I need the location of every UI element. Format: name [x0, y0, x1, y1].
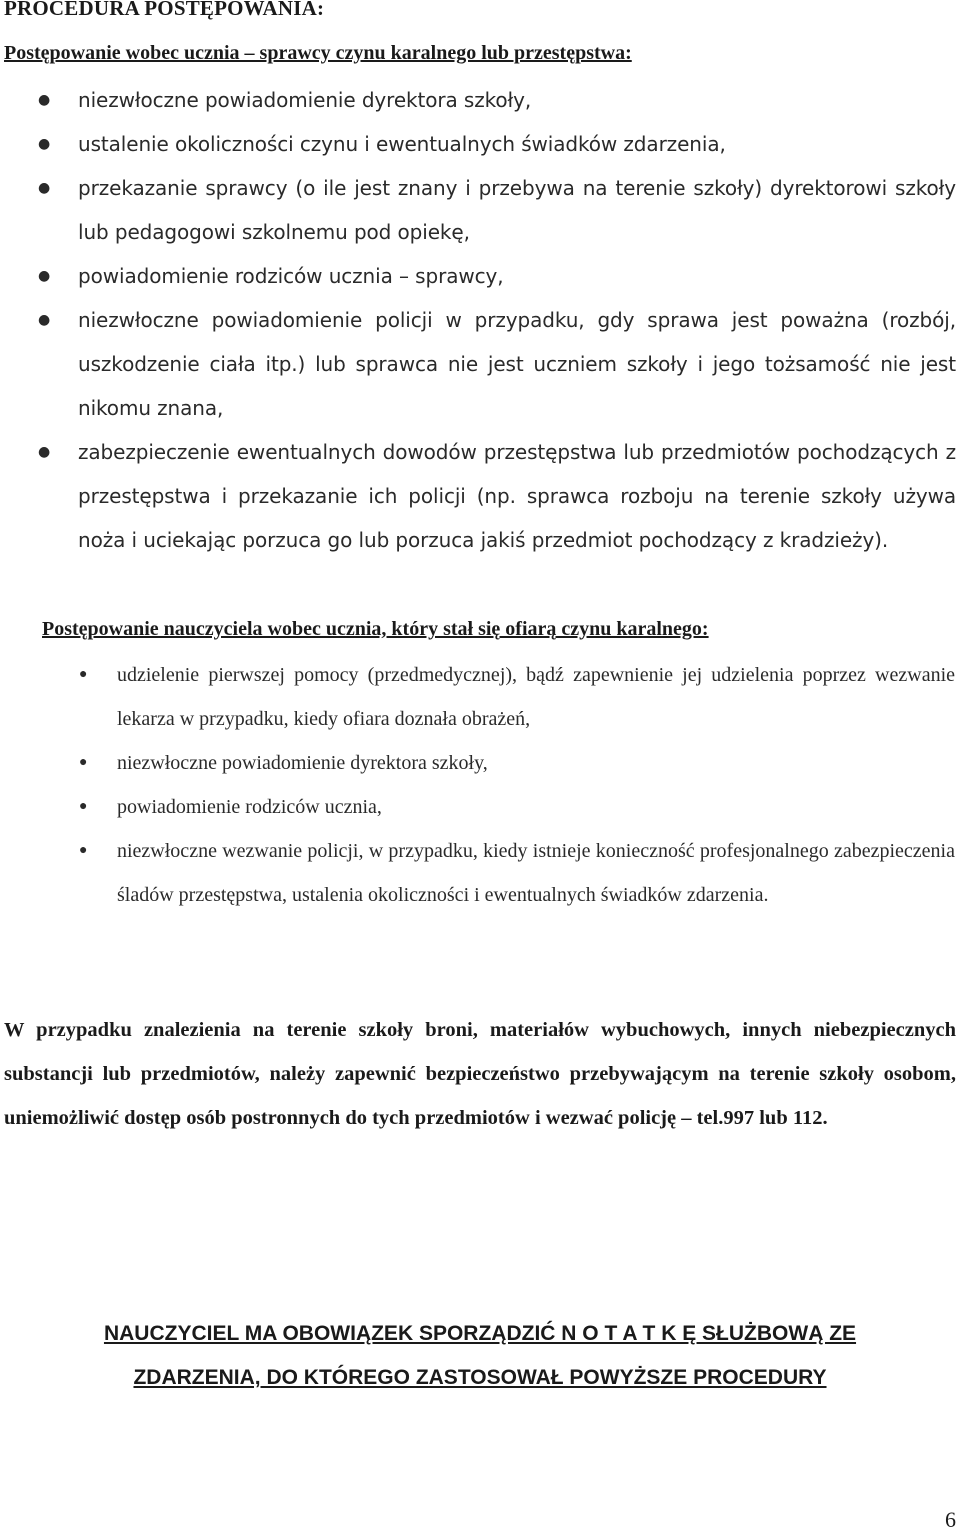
list-item: ● niezwłoczne wezwanie policji, w przypadku, kiedy istnieje konieczność profesjonalnego zabezpieczenia śladów przestępstwa, ustalenia okoliczności i ewentualnych świadków zdarzenia. — [117, 829, 955, 917]
bullet-icon: ● — [79, 843, 88, 858]
bullet-icon: ● — [38, 92, 51, 108]
page-title: PROCEDURA POSTĘPOWANIA: — [4, 0, 325, 20]
bullet-icon: ● — [38, 444, 51, 460]
bullet-icon: ● — [38, 312, 51, 328]
weapons-warning-paragraph: W przypadku znalezienia na terenie szkoły broni, materiałów wybuchowych, innych niebezpiecznych substancji lub przedmiotów, należy zapewnić bezpieczeństwo przebywającym na terenie szkoły osobom, uniemożliwić dostęp osób postronnych do tych przedmiotów i wezwać policję – tel.997 lub 112. — [4, 1019, 956, 1129]
report-notice-line1: NAUCZYCIEL MA OBOWIĄZEK SPORZĄDZIĆ N O T A T K Ę SŁUŻBOWĄ ZE — [103, 1322, 857, 1345]
list-item: ● ustalenie okoliczności czynu i ewentualnych świadków zdarzenia, — [78, 122, 956, 166]
list-item: ● powiadomienie rodziców ucznia, — [117, 785, 955, 829]
section1-heading: Postępowanie wobec ucznia – sprawcy czynu karalnego lub przestępstwa: — [4, 42, 632, 64]
bullet-icon: ● — [79, 755, 88, 770]
list-item: ● niezwłoczne powiadomienie dyrektora szkoły, — [117, 741, 955, 785]
list-item: ● powiadomienie rodziców ucznia – sprawcy, — [78, 254, 956, 298]
section1-list — [38, 78, 956, 562]
bullet-icon: ● — [38, 268, 51, 284]
list-item: ● udzielenie pierwszej pomocy (przedmedycznej), bądź zapewnienie jej udzielenia poprzez wezwanie lekarza w przypadku, kiedy ofiara doznała obrażeń, — [117, 653, 955, 741]
list-item: ● niezwłoczne powiadomienie dyrektora szkoły, — [78, 78, 956, 122]
list-item: ● niezwłoczne powiadomienie policji w przypadku, gdy sprawa jest poważna (rozbój, uszkodzenie ciała itp.) lub sprawca nie jest uczniem szkoły i jego tożsamość nie jest nikomu znana, — [78, 298, 956, 430]
bullet-icon: ● — [79, 667, 88, 682]
page-number: 6 — [945, 1507, 956, 1532]
bullet-icon: ● — [38, 180, 51, 196]
list-item: ● przekazanie sprawcy (o ile jest znany i przebywa na terenie szkoły) dyrektorowi szkoły lub pedagogowi szkolnemu pod opiekę, — [78, 166, 956, 254]
bullet-icon: ● — [38, 136, 51, 152]
list-item: ● zabezpieczenie ewentualnych dowodów przestępstwa lub przedmiotów pochodzących z przestępstwa i przekazanie ich policji (np. sprawca rozboju na terenie szkoły używa noża i uciekając porzuca go lub porzuca jakiś przedmiot pochodzący z kradzieży). — [78, 430, 956, 562]
bullet-icon: ● — [79, 799, 88, 814]
section2-list — [79, 653, 955, 917]
section2-heading: Postępowanie nauczyciela wobec ucznia, który stał się ofiarą czynu karalnego: — [42, 618, 709, 640]
report-notice — [0, 1312, 960, 1400]
report-notice-line2: ZDARZENIA, DO KTÓREGO ZASTOSOWAŁ POWYŻSZE PROCEDURY — [133, 1366, 827, 1389]
